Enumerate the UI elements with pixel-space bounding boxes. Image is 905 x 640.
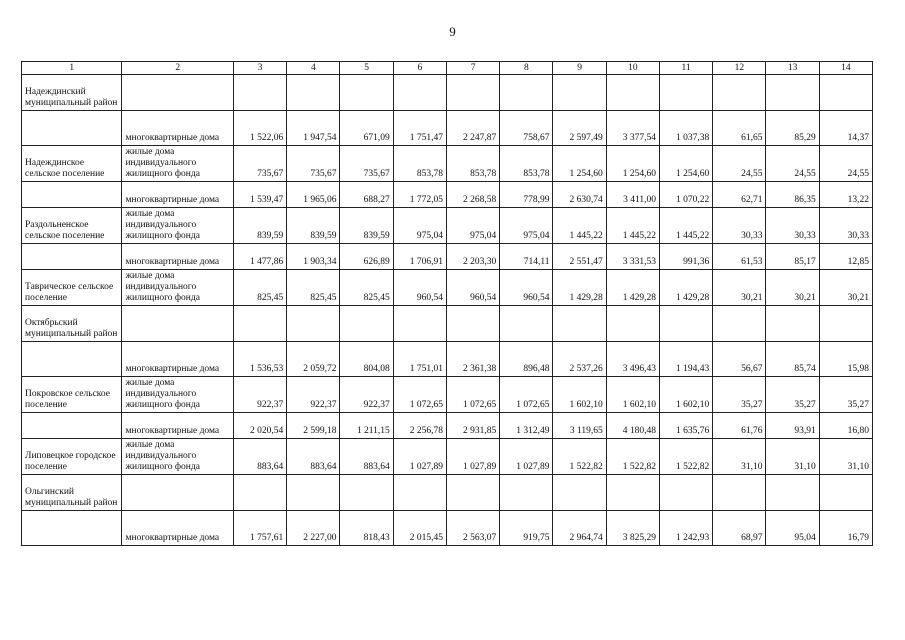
value-cell: 1 037,38 — [659, 111, 712, 146]
settlement-name: Покровское сельское поселение — [22, 377, 122, 413]
column-header-6: 6 — [393, 62, 446, 75]
value-cell — [446, 475, 499, 511]
value-cell — [233, 475, 286, 511]
column-header-14: 14 — [819, 62, 872, 75]
value-cell: 883,64 — [233, 439, 286, 475]
value-cell: 1 539,47 — [233, 182, 286, 208]
table-row — [22, 511, 873, 546]
value-cell: 735,67 — [233, 146, 286, 182]
housing-type: многоквартирные дома — [122, 511, 234, 546]
column-header-10: 10 — [606, 62, 659, 75]
value-cell: 991,36 — [659, 244, 712, 270]
value-cell: 778,99 — [500, 182, 553, 208]
value-cell: 1 072,65 — [393, 377, 446, 413]
value-cell — [393, 475, 446, 511]
value-cell: 2 599,18 — [287, 413, 340, 439]
value-cell: 1 254,60 — [553, 146, 606, 182]
value-cell: 14,37 — [819, 111, 872, 146]
value-cell: 1 751,47 — [393, 111, 446, 146]
value-cell: 825,45 — [233, 270, 286, 306]
value-cell: 671,09 — [340, 111, 393, 146]
value-cell: 853,78 — [446, 146, 499, 182]
table-row — [22, 182, 873, 208]
value-cell: 30,33 — [766, 208, 819, 244]
value-cell — [766, 75, 819, 111]
value-cell: 1 027,89 — [446, 439, 499, 475]
value-cell: 1 027,89 — [500, 439, 553, 475]
value-cell: 2 227,00 — [287, 511, 340, 546]
value-cell: 2 020,54 — [233, 413, 286, 439]
table-header-row — [22, 62, 873, 75]
column-header-5: 5 — [340, 62, 393, 75]
value-cell: 1 429,28 — [606, 270, 659, 306]
value-cell: 1 072,65 — [500, 377, 553, 413]
value-cell: 975,04 — [446, 208, 499, 244]
value-cell — [233, 75, 286, 111]
value-cell: 3 496,43 — [606, 342, 659, 377]
table-row — [22, 342, 873, 377]
value-cell — [606, 475, 659, 511]
value-cell: 35,27 — [713, 377, 766, 413]
table-row — [22, 413, 873, 439]
value-cell: 1 254,60 — [606, 146, 659, 182]
value-cell — [500, 306, 553, 342]
value-cell: 883,64 — [287, 439, 340, 475]
housing-type: жилые дома индивидуального жилищного фонда — [122, 270, 234, 306]
value-cell: 1 242,93 — [659, 511, 712, 546]
value-cell: 896,48 — [500, 342, 553, 377]
value-cell: 960,54 — [500, 270, 553, 306]
value-cell: 1 522,82 — [553, 439, 606, 475]
value-cell: 15,98 — [819, 342, 872, 377]
value-cell: 825,45 — [287, 270, 340, 306]
value-cell: 2 597,49 — [553, 111, 606, 146]
value-cell: 1 070,22 — [659, 182, 712, 208]
value-cell: 839,59 — [233, 208, 286, 244]
value-cell: 975,04 — [500, 208, 553, 244]
value-cell — [393, 75, 446, 111]
value-cell: 758,67 — [500, 111, 553, 146]
value-cell — [659, 475, 712, 511]
value-cell: 1 445,22 — [659, 208, 712, 244]
column-header-11: 11 — [659, 62, 712, 75]
settlement-name — [22, 342, 122, 377]
column-header-8: 8 — [500, 62, 553, 75]
value-cell: 4 180,48 — [606, 413, 659, 439]
value-cell: 735,67 — [340, 146, 393, 182]
value-cell: 1 903,34 — [287, 244, 340, 270]
table-row — [22, 111, 873, 146]
value-cell: 922,37 — [340, 377, 393, 413]
housing-type — [122, 75, 234, 111]
value-cell: 1 429,28 — [553, 270, 606, 306]
settlement-name: Липовецкое городское поселение — [22, 439, 122, 475]
value-cell: 1 254,60 — [659, 146, 712, 182]
value-cell: 1 965,06 — [287, 182, 340, 208]
value-cell — [287, 75, 340, 111]
value-cell: 1 635,76 — [659, 413, 712, 439]
value-cell — [819, 75, 872, 111]
value-cell — [340, 475, 393, 511]
value-cell: 1 445,22 — [553, 208, 606, 244]
region-name: Октябрьский муниципальный район — [22, 306, 122, 342]
value-cell: 85,74 — [766, 342, 819, 377]
value-cell: 68,97 — [713, 511, 766, 546]
value-cell: 2 203,30 — [446, 244, 499, 270]
value-cell — [713, 75, 766, 111]
value-cell: 2 630,74 — [553, 182, 606, 208]
housing-type: жилые дома индивидуального жилищного фонда — [122, 208, 234, 244]
value-cell: 919,75 — [500, 511, 553, 546]
housing-type — [122, 475, 234, 511]
table-row — [22, 208, 873, 244]
region-name: Ольгинский муниципальный район — [22, 475, 122, 511]
value-cell: 24,55 — [713, 146, 766, 182]
settlement-name: Надеждинское сельское поселение — [22, 146, 122, 182]
value-cell — [606, 306, 659, 342]
housing-type: многоквартирные дома — [122, 182, 234, 208]
value-cell: 3 331,53 — [606, 244, 659, 270]
value-cell: 1 429,28 — [659, 270, 712, 306]
value-cell: 1 522,06 — [233, 111, 286, 146]
value-cell — [819, 475, 872, 511]
value-cell: 30,21 — [713, 270, 766, 306]
value-cell: 2 015,45 — [393, 511, 446, 546]
value-cell: 735,67 — [287, 146, 340, 182]
column-header-4: 4 — [287, 62, 340, 75]
value-cell: 12,85 — [819, 244, 872, 270]
value-cell — [233, 306, 286, 342]
settlement-name — [22, 511, 122, 546]
housing-type — [122, 306, 234, 342]
value-cell: 95,04 — [766, 511, 819, 546]
value-cell: 35,27 — [819, 377, 872, 413]
value-cell: 2 256,78 — [393, 413, 446, 439]
region-name: Надеждинский муниципальный район — [22, 75, 122, 111]
value-cell: 30,21 — [766, 270, 819, 306]
table-row — [22, 270, 873, 306]
value-cell — [553, 475, 606, 511]
value-cell: 960,54 — [393, 270, 446, 306]
value-cell: 839,59 — [287, 208, 340, 244]
value-cell: 61,76 — [713, 413, 766, 439]
value-cell — [393, 306, 446, 342]
table-row — [22, 377, 873, 413]
value-cell: 853,78 — [393, 146, 446, 182]
value-cell: 839,59 — [340, 208, 393, 244]
value-cell: 61,65 — [713, 111, 766, 146]
value-cell: 2 537,26 — [553, 342, 606, 377]
value-cell — [766, 306, 819, 342]
value-cell: 61,53 — [713, 244, 766, 270]
value-cell — [500, 75, 553, 111]
value-cell: 1 312,49 — [500, 413, 553, 439]
value-cell: 1 602,10 — [606, 377, 659, 413]
value-cell — [713, 475, 766, 511]
page-number: 9 — [449, 24, 456, 39]
value-cell: 1 757,61 — [233, 511, 286, 546]
value-cell: 1 602,10 — [553, 377, 606, 413]
value-cell: 2 268,58 — [446, 182, 499, 208]
value-cell: 1 445,22 — [606, 208, 659, 244]
value-cell: 853,78 — [500, 146, 553, 182]
value-cell — [659, 306, 712, 342]
region-row — [22, 75, 873, 111]
value-cell: 1 477,86 — [233, 244, 286, 270]
table-row — [22, 439, 873, 475]
value-cell: 1 027,89 — [393, 439, 446, 475]
value-cell: 825,45 — [340, 270, 393, 306]
value-cell: 1 072,65 — [446, 377, 499, 413]
value-cell: 2 964,74 — [553, 511, 606, 546]
value-cell — [553, 306, 606, 342]
value-cell: 1 522,82 — [606, 439, 659, 475]
value-cell: 2 059,72 — [287, 342, 340, 377]
value-cell: 30,33 — [819, 208, 872, 244]
value-cell — [659, 75, 712, 111]
value-cell: 31,10 — [819, 439, 872, 475]
value-cell: 1 602,10 — [659, 377, 712, 413]
value-cell: 2 247,87 — [446, 111, 499, 146]
value-cell: 883,64 — [340, 439, 393, 475]
value-cell: 922,37 — [233, 377, 286, 413]
housing-type: жилые дома индивидуального жилищного фонда — [122, 439, 234, 475]
column-header-2: 2 — [122, 62, 234, 75]
value-cell: 2 931,85 — [446, 413, 499, 439]
region-row — [22, 306, 873, 342]
column-header-1: 1 — [22, 62, 122, 75]
value-cell: 13,22 — [819, 182, 872, 208]
housing-type: многоквартирные дома — [122, 413, 234, 439]
value-cell: 3 377,54 — [606, 111, 659, 146]
value-cell: 3 411,00 — [606, 182, 659, 208]
value-cell: 804,08 — [340, 342, 393, 377]
column-header-9: 9 — [553, 62, 606, 75]
value-cell: 30,21 — [819, 270, 872, 306]
settlement-name — [22, 111, 122, 146]
settlement-name — [22, 244, 122, 270]
settlement-name: Раздольненское сельское поселение — [22, 208, 122, 244]
value-cell: 975,04 — [393, 208, 446, 244]
value-cell: 1 772,05 — [393, 182, 446, 208]
value-cell: 62,71 — [713, 182, 766, 208]
value-cell: 1 947,54 — [287, 111, 340, 146]
tariff-table — [21, 61, 873, 546]
value-cell — [553, 75, 606, 111]
value-cell: 2 563,07 — [446, 511, 499, 546]
value-cell: 1 194,43 — [659, 342, 712, 377]
value-cell: 85,29 — [766, 111, 819, 146]
table-row — [22, 146, 873, 182]
housing-type: многоквартирные дома — [122, 244, 234, 270]
value-cell — [287, 306, 340, 342]
housing-type: жилые дома индивидуального жилищного фонда — [122, 146, 234, 182]
value-cell: 16,80 — [819, 413, 872, 439]
value-cell: 31,10 — [766, 439, 819, 475]
value-cell: 56,67 — [713, 342, 766, 377]
value-cell: 960,54 — [446, 270, 499, 306]
value-cell: 688,27 — [340, 182, 393, 208]
value-cell: 922,37 — [287, 377, 340, 413]
value-cell: 3 119,65 — [553, 413, 606, 439]
value-cell: 3 825,29 — [606, 511, 659, 546]
column-header-7: 7 — [446, 62, 499, 75]
value-cell: 1 211,15 — [340, 413, 393, 439]
value-cell — [606, 75, 659, 111]
value-cell — [340, 306, 393, 342]
value-cell — [446, 306, 499, 342]
value-cell: 35,27 — [766, 377, 819, 413]
value-cell — [340, 75, 393, 111]
value-cell: 1 751,01 — [393, 342, 446, 377]
value-cell: 86,35 — [766, 182, 819, 208]
value-cell: 24,55 — [766, 146, 819, 182]
column-header-3: 3 — [233, 62, 286, 75]
value-cell: 31,10 — [713, 439, 766, 475]
value-cell: 2 361,38 — [446, 342, 499, 377]
value-cell: 24,55 — [819, 146, 872, 182]
value-cell: 2 551,47 — [553, 244, 606, 270]
value-cell: 1 706,91 — [393, 244, 446, 270]
value-cell: 30,33 — [713, 208, 766, 244]
value-cell: 16,79 — [819, 511, 872, 546]
column-header-12: 12 — [713, 62, 766, 75]
value-cell — [819, 306, 872, 342]
value-cell: 85,17 — [766, 244, 819, 270]
value-cell — [766, 475, 819, 511]
value-cell — [713, 306, 766, 342]
column-header-13: 13 — [766, 62, 819, 75]
housing-type: многоквартирные дома — [122, 111, 234, 146]
value-cell: 626,89 — [340, 244, 393, 270]
region-row — [22, 475, 873, 511]
table-row — [22, 244, 873, 270]
value-cell: 93,91 — [766, 413, 819, 439]
value-cell: 714,11 — [500, 244, 553, 270]
value-cell — [446, 75, 499, 111]
value-cell — [287, 475, 340, 511]
value-cell: 1 522,82 — [659, 439, 712, 475]
housing-type: жилые дома индивидуального жилищного фонда — [122, 377, 234, 413]
settlement-name: Таврическое сельское поселение — [22, 270, 122, 306]
housing-type: многоквартирные дома — [122, 342, 234, 377]
settlement-name — [22, 413, 122, 439]
value-cell — [500, 475, 553, 511]
value-cell: 818,43 — [340, 511, 393, 546]
value-cell: 1 536,53 — [233, 342, 286, 377]
settlement-name — [22, 182, 122, 208]
